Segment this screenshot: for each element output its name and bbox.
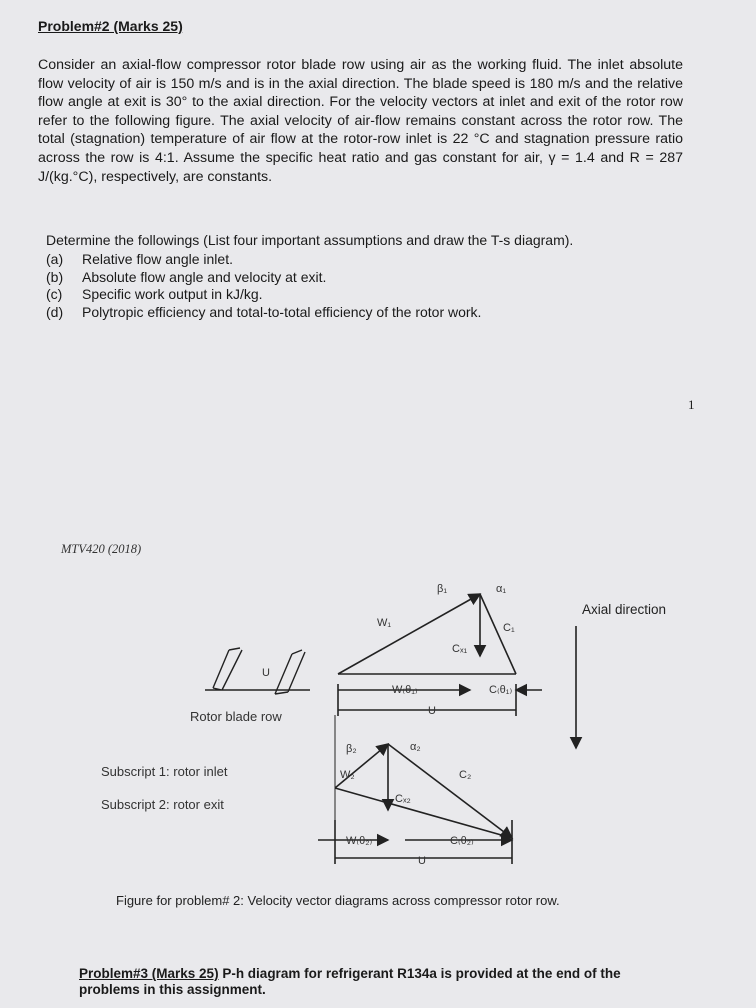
- cx1-label: Cₓ₁: [452, 643, 468, 655]
- axial-direction-label: Axial direction: [582, 602, 667, 617]
- figure-caption: Figure for problem# 2: Velocity vector diagrams across compressor rotor row.: [116, 893, 560, 908]
- question-text: Relative flow angle inlet.: [82, 251, 233, 267]
- w1-label: W₁: [377, 617, 392, 629]
- question-text: Polytropic efficiency and total-to-total efficiency of the rotor work.: [82, 303, 482, 320]
- subscript1-note: Subscript 1: rotor inlet: [101, 764, 228, 779]
- alpha2-label: α₂: [410, 741, 421, 753]
- question-label: (a): [46, 251, 64, 267]
- question-label: (d): [46, 303, 64, 320]
- beta1-label: β₁: [437, 583, 448, 595]
- problem2-title: Problem#2 (Marks 25): [38, 18, 183, 34]
- u1-label: U: [428, 705, 436, 717]
- c2-vector: [388, 744, 512, 838]
- c1-side: [480, 594, 516, 674]
- w-theta2-label: W₍θ₂₎: [346, 835, 373, 847]
- problem3-statement: [79, 966, 679, 998]
- question-text: Absolute flow angle and velocity at exit.: [82, 268, 327, 285]
- question-text: Specific work output in kJ/kg.: [82, 286, 263, 302]
- alpha1-label: α₁: [496, 583, 507, 595]
- course-reference: MTV420 (2018): [61, 542, 142, 556]
- c-theta2-label: C₍θ₂₎: [450, 835, 474, 847]
- w2-base: [335, 788, 512, 838]
- problem2-statement: Consider an axial-flow compressor rotor blade row using air as the working fluid. The inlet absolute flow velocity of air is 150 m/s and is in the axial direction. The blade speed is 180 m/s and the relative flow angle at exit is 30° to the axial direction. For the velocity vectors at inlet and exit of the rotor row refer to the following figure. The axial velocity of air-flow remains constant across the rotor row. The total (stagnation) temperature of air flow at the rotor-row inlet is 22 °C and stagnation pressure ratio across the row is 4:1. Assume the specific heat ratio and gas constant for air, γ = 1.4 and R = 287 J/(kg.°C), respectively, are constants.: [38, 57, 683, 185]
- determine-instruction: Determine the followings (List four important assumptions and draw the T-s diagram).: [46, 232, 574, 248]
- u2-label: U: [418, 855, 426, 867]
- w2-vector: [335, 744, 388, 788]
- question-label: (b): [46, 268, 64, 285]
- page-number: 1: [688, 397, 695, 412]
- c1-label: C₁: [503, 622, 515, 634]
- w1-vector: [338, 594, 480, 674]
- w-theta1-label: W₍θ₁₎: [392, 684, 418, 696]
- c-theta1-label: C₍θ₁₎: [489, 684, 513, 696]
- blade-u-label: U: [262, 667, 270, 679]
- problem3-title: Problem#3 (Marks 25): [79, 966, 219, 981]
- w2-label: W₂: [340, 769, 355, 781]
- rotor-blade-label: Rotor blade row: [190, 709, 282, 724]
- subscript2-note: Subscript 2: rotor exit: [101, 797, 224, 812]
- question-label: (c): [46, 286, 63, 302]
- cx2-label: Cₓ₂: [395, 793, 411, 805]
- c2-label: C₂: [459, 769, 472, 781]
- problem3-text: P-h diagram for refrigerant R134a is provided at the end of the problems in this assignment.: [79, 966, 621, 997]
- beta2-label: β₂: [346, 743, 357, 755]
- blade-sketch: [205, 648, 310, 694]
